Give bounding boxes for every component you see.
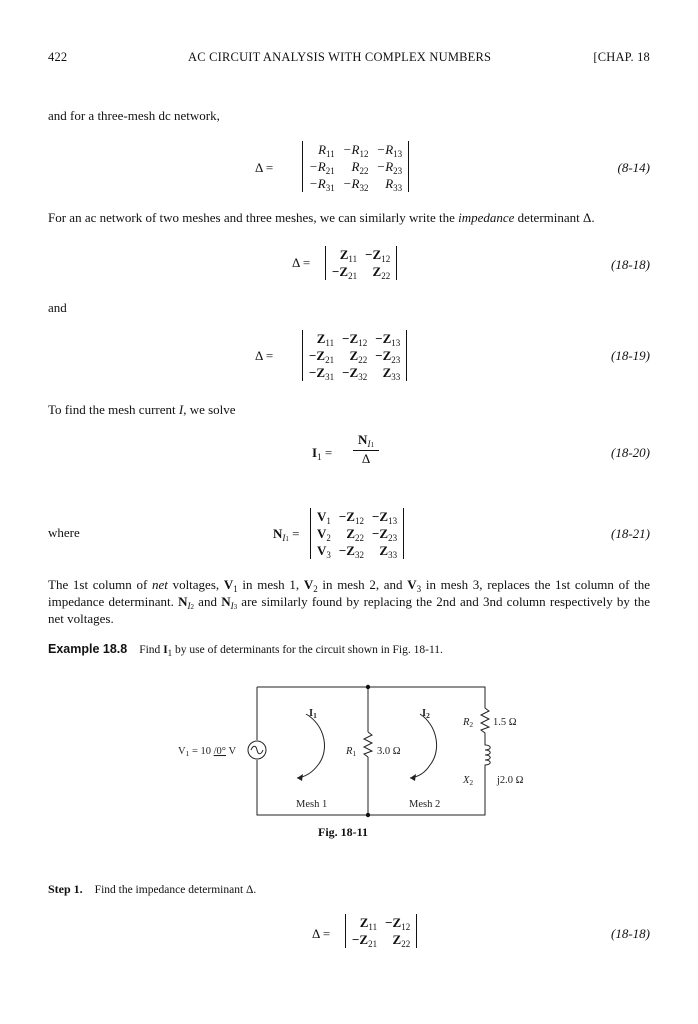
det-entry: $-Z_{12}$ <box>342 330 368 348</box>
det-entry: $-Z_{23}$ <box>375 347 401 365</box>
det-entry: $-Z_{12}$ <box>338 508 364 526</box>
mesh1-arrow <box>297 714 324 778</box>
equation-number: (8-14) <box>617 160 650 175</box>
mesh-current-text: To find the mesh current I, we solve <box>48 402 236 417</box>
det-entry: $R_{33}$ <box>385 175 403 193</box>
det-entry: $R_{11}$ <box>318 141 335 159</box>
mesh1-label: Mesh 1 <box>296 799 328 810</box>
impedance-determinant-3x3 <box>302 330 407 381</box>
delta-lhs: Δ = <box>255 160 274 175</box>
circuit-diagram <box>0 670 698 830</box>
det-entry: $-Z_{32}$ <box>338 542 364 560</box>
three-mesh-text: and for a three-mesh dc network, <box>48 108 220 123</box>
det-entry: $Z_{11}$ <box>359 914 378 932</box>
delta-lhs: Δ = <box>292 255 311 270</box>
det-entry: $R_{22}$ <box>351 158 369 176</box>
top-wire <box>257 687 485 696</box>
det-entry: $-Z_{13}$ <box>375 330 401 348</box>
x2-label: X2 <box>463 775 474 787</box>
inductor-x2 <box>485 736 490 769</box>
mesh1-arrowhead <box>297 774 303 781</box>
denominator: Δ <box>361 451 371 466</box>
det-entry: $Z_{33}$ <box>382 364 401 382</box>
delta-lhs: Δ = <box>255 348 274 363</box>
fraction <box>353 432 379 467</box>
equation-number: (18-21) <box>611 526 650 541</box>
r2-value: 1.5 Ω <box>493 717 517 728</box>
chapter-label: [CHAP. 18 <box>593 50 650 64</box>
det-entry: $-Z_{32}$ <box>342 364 368 382</box>
det-entry: $V_3$ <box>317 542 331 560</box>
det-entry: $V_1$ <box>317 508 331 526</box>
ac-network-text: For an ac network of two meshes and three meshes, we can similarly write the impedance determinant Δ. <box>48 210 595 225</box>
sine-symbol <box>251 746 263 754</box>
running-title: AC CIRCUIT ANALYSIS WITH COMPLEX NUMBERS <box>188 50 492 64</box>
det-entry: $-R_{32}$ <box>342 175 369 193</box>
impedance-determinant-2x2-step <box>345 914 417 948</box>
current-lhs: $I_1$ = <box>312 445 333 462</box>
det-entry: $-R_{23}$ <box>376 158 403 176</box>
det-entry: $Z_{22}$ <box>349 347 368 365</box>
r1-label: R1 <box>346 746 357 758</box>
numerator-determinant <box>310 508 404 559</box>
junction-dot-top <box>366 685 370 689</box>
r2-label: R2 <box>463 717 474 729</box>
det-entry: $-Z_{13}$ <box>371 508 398 526</box>
det-entry: $Z_{22}$ <box>392 931 411 949</box>
det-entry: $Z_{11}$ <box>316 330 335 348</box>
det-entry: $V_2$ <box>317 525 331 543</box>
det-entry: $-Z_{31}$ <box>309 364 335 382</box>
mesh2-arrowhead <box>410 774 416 781</box>
det-entry: $-R_{13}$ <box>376 141 403 159</box>
x2-value: j2.0 Ω <box>497 775 524 786</box>
mesh2-arrow <box>410 714 437 778</box>
det-entry: $Z_{22}$ <box>372 263 391 281</box>
det-entry: $-R_{21}$ <box>309 158 335 176</box>
det-entry: $-Z_{21}$ <box>352 931 378 949</box>
det-entry: $-Z_{21}$ <box>309 347 335 365</box>
equation-number: (18-19) <box>611 348 650 363</box>
delta-lhs: Δ = <box>312 926 331 941</box>
numerator: $N_{I1}$ <box>358 432 374 449</box>
resistor-r2 <box>481 696 489 736</box>
step-1: Step 1. Find the impedance determinant Δ. <box>48 882 257 896</box>
i2-label: I2 <box>422 708 430 720</box>
junction-dot-bottom <box>366 813 370 817</box>
impedance-determinant-2x2 <box>325 246 397 280</box>
det-entry: $-Z_{23}$ <box>371 525 398 543</box>
mesh2-label: Mesh 2 <box>409 799 441 810</box>
page-number: 422 <box>48 50 68 64</box>
det-entry: $-Z_{21}$ <box>332 263 358 281</box>
det-entry: $-Z_{12}$ <box>365 246 391 264</box>
det-entry: $-Z_{12}$ <box>385 914 411 932</box>
equation-number: (18-18) <box>611 926 650 941</box>
where-text: where <box>48 525 80 540</box>
explanation-paragraph: The 1st column of net voltages, $V_1$ in mesh 1, $V_2$ in mesh 2, and $V_3$ in mesh 3, replaces the 1st column of the impedance determinant. $N_{I2}$ and $N_{I3}$ are similarly found by replacing the 2nd and 3nd column respectively by the net voltages. <box>48 577 651 626</box>
det-entry: $Z_{22}$ <box>346 525 364 543</box>
i1-label: I1 <box>309 708 317 720</box>
equation-number: (18-20) <box>611 445 650 460</box>
det-entry: $Z_{33}$ <box>379 542 398 560</box>
equation-number: (18-18) <box>611 257 650 272</box>
source-label: V1 = 10 /0° V <box>178 746 237 758</box>
and-text: and <box>48 300 67 315</box>
resistor-r1 <box>364 732 372 757</box>
det-entry: $-R_{12}$ <box>342 141 369 159</box>
numerator-determinant-lhs: $N_{I1}$ = <box>273 526 300 543</box>
resistance-determinant <box>302 141 409 192</box>
figure-caption: Fig. 18-11 <box>318 825 368 839</box>
det-entry: $-R_{31}$ <box>309 175 335 193</box>
example-heading: Example 18.8 Find $I_1$ by use of determinants for the circuit shown in Fig. 18-11. <box>48 642 443 658</box>
bottom-wire <box>257 760 485 815</box>
r1-value: 3.0 Ω <box>377 746 401 757</box>
det-entry: $Z_{11}$ <box>339 246 358 264</box>
